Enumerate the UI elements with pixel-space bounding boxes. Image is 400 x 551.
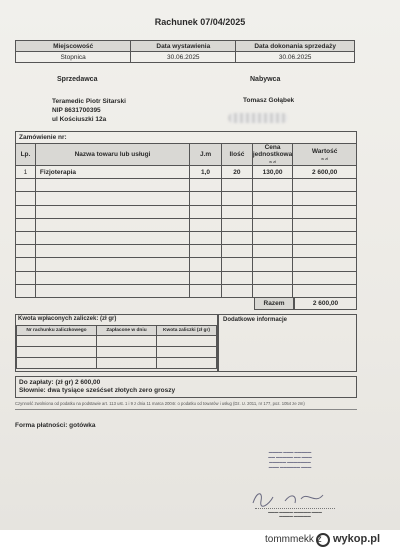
amount-words-line: Słownie: dwa tysiące sześćset złotych zero groszy: [19, 387, 176, 394]
table-row: [16, 231, 357, 244]
advance-col-date: Zapłacone w dniu: [97, 326, 157, 336]
site-name: wykop.pl: [333, 533, 381, 545]
advance-section: [15, 314, 218, 372]
table-row: [16, 218, 357, 231]
col-name: Nazwa towaru lub usługi: [35, 144, 189, 166]
row-value: 2 600,00: [293, 166, 357, 179]
row-lp: 1: [16, 166, 36, 179]
seller-label: Sprzedawca: [57, 76, 98, 83]
buyer-label: Nabywca: [250, 76, 281, 83]
table-row: [16, 284, 357, 297]
advance-col-amount: Kwota zaliczki (zł gr): [157, 326, 217, 336]
table-row: [16, 245, 357, 258]
wykop-logo-icon: [316, 533, 330, 547]
advance-table: [16, 325, 217, 369]
signature: [245, 487, 335, 509]
row-price: 130,00: [252, 166, 292, 179]
items-table: [15, 143, 357, 298]
amount-due-line: Do zapłaty: (zł gr) 2 600,00: [19, 379, 101, 386]
total-label: Razem: [254, 297, 294, 310]
total-value: 2 600,00: [294, 297, 357, 310]
table-row: [16, 192, 357, 205]
advance-col-nr: Nr rachunku zaliczkowego: [17, 326, 97, 336]
redacted-address: [228, 113, 288, 123]
notes-section: [218, 314, 357, 372]
header-table: [15, 40, 355, 63]
col-value: Wartość w zł: [293, 144, 357, 166]
signature-caption: ▬▬▬ ▬▬▬▬ ▬▬▬▬▬ ▬▬▬ ▬▬▬▬ ▬▬▬▬▬: [255, 508, 335, 518]
row-qty: 20: [221, 166, 252, 179]
issue-date-value: 30.06.2025: [131, 52, 236, 63]
row-jm: 1,0: [190, 166, 222, 179]
buyer-name: Tomasz Gołąbek: [243, 97, 295, 104]
table-row: [16, 205, 357, 218]
table-row: [17, 347, 217, 358]
invoice-title: Rachunek 07/04/2025: [154, 17, 246, 27]
seller-nip: NIP 8631700395: [52, 107, 101, 114]
seller-address: ul Kościuszki 12a: [52, 116, 107, 123]
tax-exemption-note: [15, 401, 357, 410]
watermark-footer: [0, 530, 400, 551]
author-name: tommmekk z: [265, 534, 322, 545]
table-row: [16, 258, 357, 271]
seller-block: [52, 97, 126, 124]
seller-name: Teramedic Piotr Sitarski: [52, 98, 126, 105]
place-value: Stopnica: [16, 52, 131, 63]
table-row: [17, 336, 217, 347]
place-label: Miejscowość: [16, 41, 131, 52]
order-number: Zamówienie nr:: [15, 131, 357, 143]
company-stamp: ▬▬▬▬ ▬▬▬ ▬▬▬▬▬ ▬▬ ▬▬▬▬▬ ▬▬ ▬▬▬ ▬▬▬▬▬ ▬▬▬▬▬▬▬ ▬▬▬ ▬▬▬▬▬▬ ▬▬▬: [268, 450, 312, 469]
payment-form: Forma płatności: gotówka: [15, 422, 96, 429]
col-jm: J.m: [190, 144, 222, 166]
advance-title: Kwota wpłaconych zaliczek: (zł gr): [18, 316, 117, 322]
table-row: [16, 271, 357, 284]
sale-date-value: 30.06.2025: [236, 52, 355, 63]
notes-title: Dodatkowe informacje: [223, 317, 288, 323]
table-row: [16, 179, 357, 192]
table-row: [17, 358, 217, 369]
col-qty: Ilość: [221, 144, 252, 166]
col-lp: Lp.: [16, 144, 36, 166]
tax-exemption-text: Czynność zwolniona od podatku na podstawie art. 113 ust. 1 i 9 z dnia 11 marca 2004r. o podatku od towarów i usług (Dz. U. 2011, nr 177, poz. 1054 ze zm): [15, 401, 305, 406]
sale-date-label: Data dokonania sprzedaży: [236, 41, 355, 52]
buyer-block: [243, 96, 294, 105]
col-price: Cena jednostkowa w zł: [252, 144, 293, 164]
table-row: [16, 166, 357, 179]
issue-date-label: Data wystawienia: [131, 41, 236, 52]
amount-due: [15, 376, 357, 398]
row-name: Fizjoterapia: [35, 166, 189, 179]
